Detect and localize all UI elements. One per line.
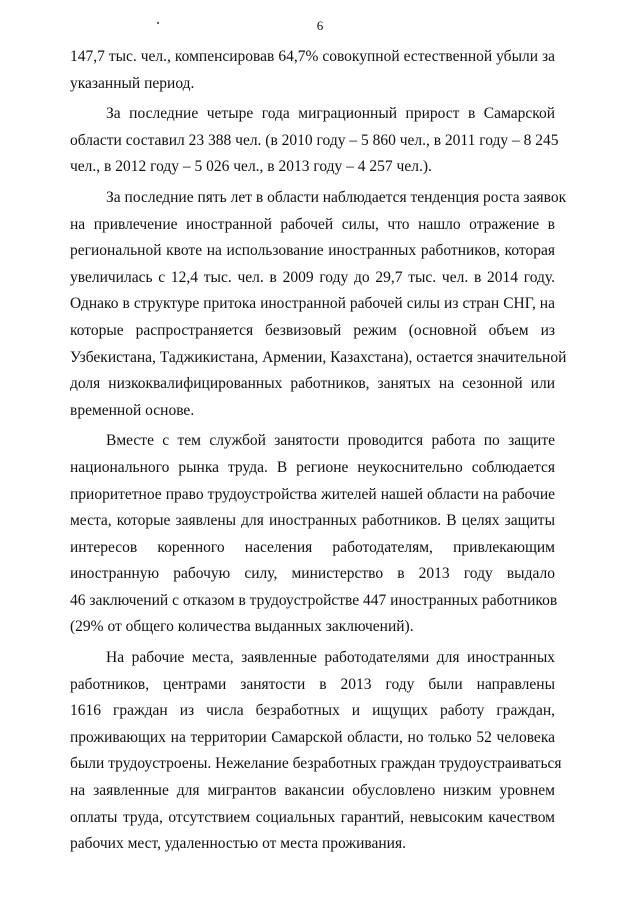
text-line: За последние четыре года миграционный прирост в Самарской [106,105,555,123]
text-line: На рабочие места, заявленные работодателями для иностранных [106,649,555,667]
paragraph [70,185,567,424]
text-line: Однако в структуре притока иностранной рабочей силы из стран СНГ, на [70,295,555,313]
text-line: 46 заключений с отказом в трудоустройстве 447 иностранных работников [70,591,558,609]
document-body [70,44,567,858]
paragraph [70,101,559,181]
text-line: увеличилась с 12,4 тыс. чел. в 2009 году до 29,7 тыс. чел. в 2014 году. [70,268,555,286]
text-line: Вместе с тем службой занятости проводится работа по защите [106,432,555,450]
text-line: работников, центрами занятости в 2013 году были направлены [70,675,555,693]
text-line: региональной квоте на использование иностранных работников, которая [70,242,555,260]
text-line: чел., в 2012 году – 5 026 чел., в 2013 году – 4 257 чел.). [70,158,432,176]
paragraph [70,645,562,858]
text-line: За последние пять лет в области наблюдается тенденция роста заявок [106,188,567,206]
text-line: Узбекистана, Таджикистана, Армении, Казахстана), остается значительной [70,348,567,366]
paragraph [70,428,558,641]
text-line: национального рынка труда. В регионе неукоснительно соблюдается [70,458,555,476]
text-line: на привлечение иностранной рабочей силы, что нашло отражение в [70,215,555,233]
text-line: которые распространяется безвизовый режим (основной объем из [70,321,555,339]
text-line: области составил 23 388 чел. (в 2010 году – 5 860 чел., в 2011 году – 8 245 [70,131,559,149]
text-line: 1616 граждан из числа безработных и ищущих работу граждан, [70,702,555,720]
text-line: (29% от общего количества выданных заключений). [70,618,414,636]
text-line: рабочих мест, удаленностью от места проживания. [70,835,406,853]
text-line: места, которые заявлены для иностранных работников. В целях защиты [70,512,555,530]
page-number: 6 [316,18,324,33]
text-line: приоритетное право трудоустройства жителей нашей области на рабочие [70,485,555,503]
text-line: были трудоустроены. Нежелание безработных граждан трудоустраиваться [70,755,562,773]
text-line: иностранную рабочую силу, министерство в 2013 году выдало [70,565,555,583]
text-line: проживающих на территории Самарской области, но только 52 человека [70,728,555,746]
text-line: временной основе. [70,401,195,419]
text-line: доля низкоквалифицированных работников, занятых на сезонной или [70,375,555,393]
text-line: оплаты труда, отсутствием социальных гарантий, невысоким качеством [70,808,555,826]
paragraph [70,44,555,97]
text-line: 147,7 тыс. чел., компенсировав 64,7% совокупной естественной убыли за [70,48,555,65]
text-line: интересов коренного населения работодателям, привлекающим [70,538,555,556]
text-line: указанный период. [70,74,195,92]
text-line: на заявленные для мигрантов вакансии обусловлено низким уровнем [70,782,555,800]
